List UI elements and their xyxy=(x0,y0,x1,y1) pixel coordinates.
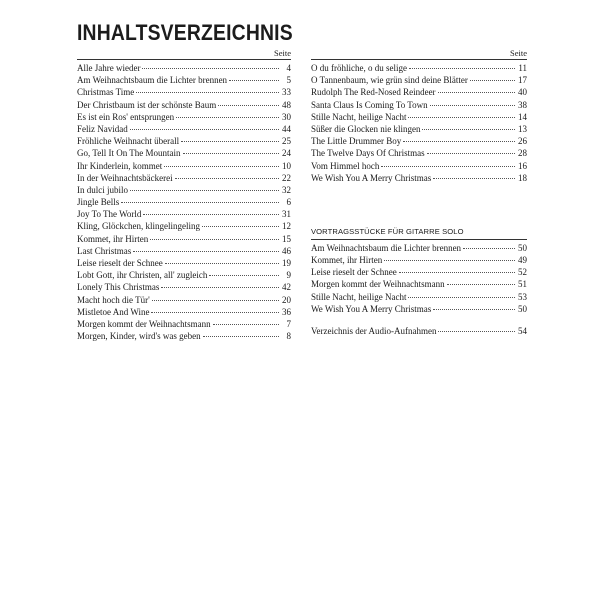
dot-leader xyxy=(142,68,279,69)
entry-page-number: 30 xyxy=(282,111,291,122)
entry-title: Feliz Navidad xyxy=(77,123,128,134)
entry-page-number: 24 xyxy=(282,148,291,159)
entry-page-number: 32 xyxy=(282,184,291,195)
entry-page-number: 12 xyxy=(282,221,291,232)
entry-page-number: 6 xyxy=(286,197,291,208)
toc-entry xyxy=(77,208,291,220)
entry-title: Verzeichnis der Audio-Aufnahmen xyxy=(311,326,437,336)
page-title: INHALTSVERZEICHNIS xyxy=(77,20,293,45)
entry-page-number: 54 xyxy=(518,326,527,336)
entry-title: Ihr Kinderlein, kommet xyxy=(77,160,163,171)
dot-leader xyxy=(130,129,279,130)
entry-page-number: 25 xyxy=(282,136,291,147)
toc-entry xyxy=(77,62,291,74)
dot-leader xyxy=(229,80,279,81)
dot-leader xyxy=(403,141,515,142)
entry-page-number: 11 xyxy=(518,63,527,73)
entry-title: Fröhliche Weihnacht überall xyxy=(77,136,180,147)
dot-leader xyxy=(164,166,279,167)
toc-entry xyxy=(77,196,291,208)
entry-page-number: 51 xyxy=(518,279,527,290)
dot-leader xyxy=(133,251,279,252)
entry-title: Es ist ein Ros' entsprungen xyxy=(77,111,175,122)
entry-title: O Tannenbaum, wie grün sind deine Blätter xyxy=(311,75,468,86)
entry-title: We Wish You A Merry Christmas xyxy=(311,172,432,183)
dot-leader xyxy=(209,275,279,276)
entry-page-number: 40 xyxy=(518,87,527,98)
dot-leader xyxy=(430,105,515,106)
toc-entry xyxy=(311,303,527,315)
dot-leader xyxy=(143,214,279,215)
entry-title: In der Weihnachtsbäckerei xyxy=(77,172,173,183)
toc-entry xyxy=(77,99,291,111)
toc-entry xyxy=(311,291,527,303)
dot-leader xyxy=(463,248,515,249)
page-column-header: Seite xyxy=(510,48,527,58)
entry-title: Leise rieselt der Schnee xyxy=(311,267,397,278)
entry-title: Last Christmas xyxy=(77,245,132,256)
toc-entry xyxy=(311,135,527,147)
toc-entry xyxy=(77,111,291,123)
dot-leader xyxy=(136,92,279,93)
entry-page-number: 15 xyxy=(282,233,291,244)
toc-entry xyxy=(77,86,291,98)
entry-page-number: 5 xyxy=(286,75,291,86)
dot-leader xyxy=(121,202,279,203)
entry-title: Der Christbaum ist der schönste Baum xyxy=(77,99,217,110)
toc-entry xyxy=(311,62,527,74)
entry-title: Morgen kommt der Weihnachtsmann xyxy=(311,279,445,290)
entry-title: We Wish You A Merry Christmas xyxy=(311,303,432,314)
dot-leader xyxy=(202,226,279,227)
toc-entry xyxy=(77,318,291,330)
dot-leader xyxy=(213,324,279,325)
toc-left-column xyxy=(77,47,291,342)
dot-leader xyxy=(399,272,515,273)
entry-title: Am Weihnachtsbaum die Lichter brennen xyxy=(311,242,462,253)
toc-entry xyxy=(311,111,527,123)
toc-entry xyxy=(311,172,527,184)
dot-leader xyxy=(150,239,279,240)
entry-page-number: 14 xyxy=(518,111,527,122)
toc-right-list xyxy=(311,62,527,184)
entry-page-number: 31 xyxy=(282,209,291,220)
dot-leader xyxy=(433,309,515,310)
dot-leader xyxy=(408,117,515,118)
entry-title: Kommet, ihr Hirten xyxy=(77,233,149,244)
entry-page-number: 10 xyxy=(282,160,291,171)
entry-page-number: 16 xyxy=(518,160,527,171)
entry-title: The Little Drummer Boy xyxy=(311,136,402,147)
toc-entry xyxy=(77,172,291,184)
entry-title: Süßer die Glocken nie klingen xyxy=(311,123,421,134)
toc-entry xyxy=(77,245,291,257)
entry-page-number: 20 xyxy=(282,294,291,305)
entry-page-number: 33 xyxy=(282,87,291,98)
dot-leader xyxy=(176,117,279,118)
entry-title: Kling, Glöckchen, klingelingeling xyxy=(77,221,200,232)
toc-entry xyxy=(311,74,527,86)
dot-leader xyxy=(165,263,279,264)
entry-title: Stille Nacht, heilige Nacht xyxy=(311,111,407,122)
entry-page-number: 50 xyxy=(518,303,527,314)
solo-section-heading: VORTRAGSSTÜCKE FÜR GITARRE SOLO xyxy=(311,226,464,236)
dot-leader xyxy=(422,129,515,130)
toc-entry xyxy=(77,184,291,196)
toc-entry xyxy=(311,147,527,159)
toc-entry xyxy=(77,269,291,281)
dot-leader xyxy=(130,190,279,191)
entry-page-number: 48 xyxy=(282,99,291,110)
entry-page-number: 19 xyxy=(282,258,291,268)
entry-page-number: 38 xyxy=(518,99,527,110)
entry-title: Lobt Gott, ihr Christen, all' zugleich xyxy=(77,270,208,281)
entry-title: Morgen, Kinder, wird's was geben xyxy=(77,331,201,342)
toc-entry xyxy=(77,160,291,172)
entry-page-number: 26 xyxy=(518,136,527,147)
entry-page-number: 7 xyxy=(286,318,291,329)
audio-entry xyxy=(311,325,527,337)
entry-page-number: 13 xyxy=(518,123,527,134)
entry-title: The Twelve Days Of Christmas xyxy=(311,148,425,159)
toc-entry xyxy=(77,257,291,269)
toc-entry xyxy=(311,254,527,266)
toc-entry xyxy=(311,266,527,278)
page-column-header: Seite xyxy=(274,48,291,58)
toc-right-column xyxy=(311,47,527,337)
entry-page-number: 52 xyxy=(518,267,527,278)
entry-title: Macht hoch die Tür' xyxy=(77,294,150,305)
toc-entry xyxy=(77,306,291,318)
entry-title: Alle Jahre wieder xyxy=(77,63,141,73)
header-rule xyxy=(77,59,291,60)
entry-page-number: 49 xyxy=(518,255,527,266)
entry-title: Rudolph The Red-Nosed Reindeer xyxy=(311,87,436,98)
dot-leader xyxy=(161,287,279,288)
entry-title: Stille Nacht, heilige Nacht xyxy=(311,291,407,302)
audio-list xyxy=(311,325,527,337)
entry-title: O du fröhliche, o du selige xyxy=(311,63,407,73)
toc-entry xyxy=(311,278,527,290)
dot-leader xyxy=(408,297,515,298)
toc-entry xyxy=(77,147,291,159)
entry-page-number: 42 xyxy=(282,282,291,293)
header-rule xyxy=(311,59,527,60)
entry-title: In dulci jubilo xyxy=(77,184,128,195)
toc-entry xyxy=(311,99,527,111)
entry-title: Leise rieselt der Schnee xyxy=(77,258,163,268)
entry-title: Go, Tell It On The Mountain xyxy=(77,148,181,159)
toc-entry xyxy=(77,74,291,86)
toc-entry xyxy=(77,294,291,306)
entry-page-number: 46 xyxy=(282,245,291,256)
dot-leader xyxy=(152,300,279,301)
dot-leader xyxy=(151,312,279,313)
entry-page-number: 36 xyxy=(282,306,291,317)
toc-entry xyxy=(77,233,291,245)
dot-leader xyxy=(438,92,515,93)
entry-title: Lonely This Christmas xyxy=(77,282,160,293)
spacer xyxy=(311,315,527,325)
entry-title: Vom Himmel hoch xyxy=(311,160,380,171)
dot-leader xyxy=(427,153,515,154)
toc-entry xyxy=(311,160,527,172)
toc-entry xyxy=(77,135,291,147)
dot-leader xyxy=(203,336,279,337)
dot-leader xyxy=(447,284,515,285)
dot-leader xyxy=(409,68,515,69)
entry-page-number: 17 xyxy=(518,75,527,86)
toc-left-list xyxy=(77,62,291,342)
entry-page-number: 28 xyxy=(518,148,527,159)
entry-title: Santa Claus Is Coming To Town xyxy=(311,99,428,110)
dot-leader xyxy=(381,166,515,167)
entry-page-number: 8 xyxy=(286,331,291,342)
toc-entry xyxy=(77,220,291,232)
dot-leader xyxy=(470,80,515,81)
spacer xyxy=(311,184,527,226)
dot-leader xyxy=(433,178,515,179)
toc-entry xyxy=(311,123,527,135)
entry-title: Jingle Bells xyxy=(77,197,120,208)
toc-entry xyxy=(77,281,291,293)
entry-title: Mistletoe And Wine xyxy=(77,306,150,317)
dot-leader xyxy=(384,260,515,261)
solo-section-list xyxy=(311,242,527,315)
toc-entry xyxy=(311,242,527,254)
entry-title: Joy To The World xyxy=(77,209,142,220)
entry-title: Morgen kommt der Weihnachtsmann xyxy=(77,318,211,329)
entry-title: Kommet, ihr Hirten xyxy=(311,255,383,266)
dot-leader xyxy=(438,331,515,332)
entry-page-number: 44 xyxy=(282,123,291,134)
dot-leader xyxy=(183,153,279,154)
dot-leader xyxy=(181,141,279,142)
entry-page-number: 4 xyxy=(286,63,291,73)
toc-entry xyxy=(311,86,527,98)
entry-page-number: 50 xyxy=(518,242,527,253)
entry-title: Am Weihnachtsbaum die Lichter brennen xyxy=(77,75,228,86)
section-rule xyxy=(311,239,527,240)
entry-page-number: 18 xyxy=(518,172,527,183)
entry-page-number: 9 xyxy=(286,270,291,281)
entry-page-number: 53 xyxy=(518,291,527,302)
toc-entry xyxy=(77,330,291,342)
dot-leader xyxy=(218,105,279,106)
dot-leader xyxy=(175,178,279,179)
entry-page-number: 22 xyxy=(282,172,291,183)
toc-entry xyxy=(77,123,291,135)
entry-title: Christmas Time xyxy=(77,87,135,98)
